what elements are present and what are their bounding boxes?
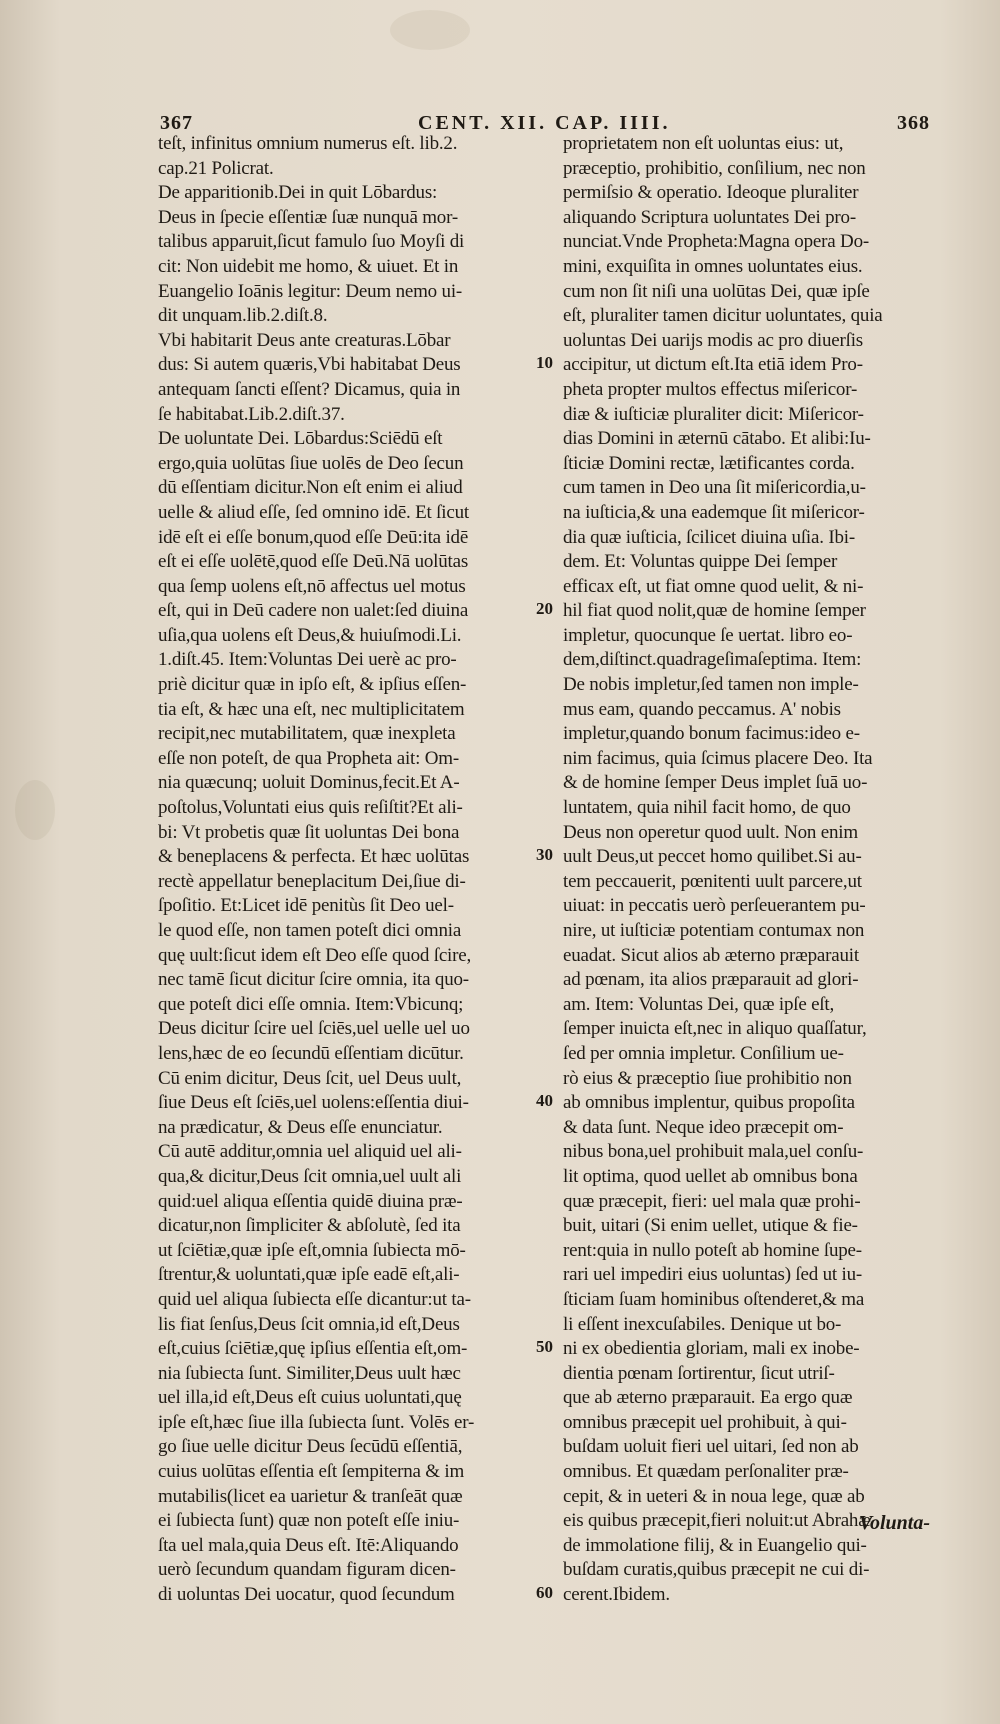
text-line: mutabilis(licet ea uarietur & tranſeāt quæ xyxy=(158,1485,463,1507)
text-line: quę uult:ſicut idem eſt Deo eſſe quod ſcire, xyxy=(158,944,472,966)
text-line: nim facimus, quia ſcimus placere Deo. Ita xyxy=(563,747,873,769)
text-line: teſt, infinitus omnium numerus eſt. lib.2. xyxy=(158,133,458,154)
text-line: rò eius & præceptio ſiue prohibitio non xyxy=(563,1067,852,1089)
text-line: ſticiam ſuam hominibus oſtenderet,& ma xyxy=(563,1288,865,1310)
text-line: permiſsio & operatio. Ideoque pluraliter xyxy=(563,182,859,204)
text-line: Deus dicitur ſcire uel ſciēs,uel uelle uel uo xyxy=(158,1018,470,1040)
text-line: lens,hæc de eo ſecundū eſſentiam dicūtur. xyxy=(158,1042,464,1064)
text-line: euadat. Sicut alios ab æterno præparauit xyxy=(563,944,859,966)
line-number: 30 xyxy=(536,845,553,865)
text-line: Deus in ſpecie eſſentiæ ſuæ nunquā mor- xyxy=(158,206,458,228)
text-line: uoluntas Dei uarijs modis ac pro diuerſis xyxy=(563,329,863,351)
text-line: cum tamen in Deo una ſit miſericordia,u- xyxy=(563,477,866,499)
left-page-number: 367 xyxy=(160,112,193,134)
text-line: rent:quia in nullo poteſt ab homine ſupe- xyxy=(563,1239,862,1261)
text-line: ſtrentur,& uoluntati,quæ ipſe eadē eſt,ali- xyxy=(158,1264,460,1286)
text-line: quid uel aliqua ſubiecta eſſe dicantur:ut ta- xyxy=(158,1288,471,1310)
text-line: Cū enim dicitur, Deus ſcit, uel Deus uult, xyxy=(158,1067,462,1089)
text-line: di uoluntas Dei uocatur, quod ſecundum xyxy=(158,1584,455,1606)
text-line: ſpoſitio. Et:Licet idē penitùs ſit Deo uel- xyxy=(158,895,454,917)
text-line: buſdam curatis,quibus præcepit ne cui di- xyxy=(563,1559,870,1581)
text-line: De nobis impletur,ſed tamen non imple- xyxy=(563,674,859,696)
text-line: quæ præcepit, fieri: uel mala quæ prohi- xyxy=(563,1190,861,1212)
text-line: cit: Non uidebit me homo, & uiuet. Et in xyxy=(158,255,459,277)
text-line: cerent.Ibidem. xyxy=(563,1584,670,1606)
text-line: & de homine ſemper Deus implet ſuā uo- xyxy=(563,772,868,794)
text-line: Euangelio Ioānis legitur: Deum nemo ui- xyxy=(158,280,463,302)
text-line: quid:uel aliqua eſſentia quidē diuina præ- xyxy=(158,1190,463,1212)
text-line: pheta propter multos effectus miſericor- xyxy=(563,378,858,400)
text-line: uel illa,id eſt,Deus eſt cuius uoluntati,quę xyxy=(158,1387,462,1409)
text-line: am. Item: Voluntas Dei, quæ ipſe eſt, xyxy=(563,993,835,1015)
right-text-column xyxy=(563,132,935,1608)
text-line: talibus apparuit,ſicut famulo ſuo Moyſi di xyxy=(158,231,465,253)
text-line: buit, uitari (Si enim uellet, utique & fie- xyxy=(563,1215,858,1237)
text-line: li eſſent inexcuſabiles. Denique ut bo- xyxy=(563,1313,842,1335)
text-line: nia ſubiecta ſunt. Similiter,Deus uult hæc xyxy=(158,1362,461,1384)
text-line: dit unquam.lib.2.diſt.8. xyxy=(158,305,328,327)
text-line: mini, exquiſita in omnes uoluntates eius. xyxy=(563,255,863,277)
text-line: dem. Et: Voluntas quippe Dei ſemper xyxy=(563,551,838,573)
text-line: ſiue Deus eſt ſciēs,uel uolens:eſſentia diui- xyxy=(158,1092,469,1114)
line-number: 50 xyxy=(536,1337,553,1357)
line-number: 10 xyxy=(536,353,553,373)
text-line: uerò ſecundum quandam figuram dicen- xyxy=(158,1559,456,1581)
text-line: lit optima, quod uellet ab omnibus bona xyxy=(563,1165,858,1187)
text-line: impletur, quocunque ſe uertat. libro eo- xyxy=(563,624,853,646)
paper-stain xyxy=(15,780,55,840)
text-line: cepit, & in ueteri & in noua lege, quæ ab xyxy=(563,1485,865,1507)
text-line: ab omnibus implentur, quibus propoſita xyxy=(563,1092,855,1114)
text-line: cum non ſit niſi una uolūtas Dei, quæ ipſe xyxy=(563,280,870,302)
text-line: 1.diſt.45. Item:Voluntas Dei uerè ac pro- xyxy=(158,649,457,671)
text-line: uſia,qua uolens eſt Deus,& huiuſmodi.Li. xyxy=(158,624,462,646)
text-line: buſdam uoluit fieri uel uitari, ſed non ab xyxy=(563,1436,859,1458)
text-line: nibus bona,uel prohibuit mala,uel conſu- xyxy=(563,1141,864,1163)
text-line: ſemper inuicta eſt,nec in aliquo quaſſatur, xyxy=(563,1018,867,1040)
catchword: Volunta- xyxy=(858,1512,930,1534)
text-line: luntatem, quia nihil facit homo, de quo xyxy=(563,797,851,819)
line-number: 60 xyxy=(536,1583,553,1603)
text-line: qua ſemp uolens eſt,nō affectus uel motus xyxy=(158,575,466,597)
running-title: CENT. XII. CAP. IIII. xyxy=(418,112,671,134)
text-line: go ſiue uelle dicitur Deus ſecūdū eſſentiā, xyxy=(158,1436,463,1458)
text-line: antequam ſancti eſſent? Dicamus, quia in xyxy=(158,378,461,400)
text-line: impletur,quando bonum facimus:ideo e- xyxy=(563,723,860,745)
line-number: 20 xyxy=(536,599,553,619)
text-line: nire, ut iuſticiæ potentiam contumax non xyxy=(563,920,865,941)
text-line: dientia pœnam ſortirentur, ſicut utriſ- xyxy=(563,1362,835,1384)
text-line: de immolatione filij, & in Euangelio qui- xyxy=(563,1534,867,1556)
text-line: eſſe non poteſt, de qua Propheta ait: Om- xyxy=(158,747,459,769)
text-line: uelle & aliud eſſe, ſed omnino idē. Et ſicut xyxy=(158,501,469,523)
text-line: tem peccauerit, pœnitenti uult parcere,ut xyxy=(563,870,862,892)
text-line: ad pœnam, ita alios præparauit ad glori- xyxy=(563,969,859,991)
text-line: ei ſubiecta ſunt) quæ non poteſt eſſe iniu- xyxy=(158,1510,460,1532)
text-line: uult Deus,ut peccet homo quilibet.Si au- xyxy=(563,846,862,868)
text-line: idē eſt ei eſſe bonum,quod eſſe Deū:ita idē xyxy=(158,526,469,548)
text-line: recipit,nec mutabilitatem, quæ inexpleta xyxy=(158,723,456,745)
paper-stain xyxy=(390,10,470,50)
text-line: eſt ei eſſe uolētē,quod eſſe Deū.Nā uolūtas xyxy=(158,551,469,573)
text-line: na iuſticia,& una eademque ſit miſericor- xyxy=(563,501,865,523)
text-line: priè dicitur quæ in ipſo eſt, & ipſius eſſen- xyxy=(158,674,467,696)
text-line: præceptio, prohibitio, conſilium, nec non xyxy=(563,157,866,179)
text-line: le quod eſſe, non tamen poteſt dici omnia xyxy=(158,920,462,941)
text-line: ſta uel mala,quia Deus eſt. Itē:Aliquando xyxy=(158,1534,459,1556)
text-line: dias Domini in æternū cātabo. Et alibi:Iu- xyxy=(563,428,871,450)
right-page-number: 368 xyxy=(897,112,930,134)
text-line: nunciat.Vnde Propheta:Magna opera Do- xyxy=(563,231,869,253)
text-line: ipſe eſt,hæc ſiue illa ſubiecta ſunt. Volēs er- xyxy=(158,1411,475,1433)
text-line: & beneplacens & perfecta. Et hæc uolūtas xyxy=(158,846,470,868)
text-line: lis fiat ſenſus,Deus ſcit omnia,id eſt,Deus xyxy=(158,1313,460,1335)
left-text-column xyxy=(158,132,541,1608)
text-line: dus: Si autem quæris,Vbi habitabat Deus xyxy=(158,354,461,376)
text-line: Deus non operetur quod uult. Non enim xyxy=(563,821,858,843)
text-line: Vbi habitarit Deus ante creaturas.Lōbar xyxy=(158,329,451,351)
text-line: uiuat: in peccatis uerò perſeuerantem pu- xyxy=(563,895,866,917)
text-line: dia quæ iuſticia, ſcilicet diuina uſia. Ibi- xyxy=(563,526,855,548)
text-line: rari uel impediri eius uoluntas) ſed ut iu- xyxy=(563,1264,863,1286)
text-line: cap.21 Policrat. xyxy=(158,157,274,179)
text-line: nia quæcunq; uoluit Dominus,fecit.Et A- xyxy=(158,772,460,794)
text-line: & data ſunt. Neque ideo præcepit om- xyxy=(563,1116,844,1138)
text-line: ni ex obedientia gloriam, mali ex inobe- xyxy=(563,1338,860,1360)
text-line: rectè appellatur beneplacitum Dei,ſiue di- xyxy=(158,870,466,892)
text-line: ſticiæ Domini rectæ, lætificantes corda. xyxy=(563,452,855,474)
text-line: dicatur,non ſimpliciter & abſolutè, ſed ita xyxy=(158,1215,461,1237)
text-line: dem,diſtinct.quadrageſimaſeptima. Item: xyxy=(563,649,862,671)
text-line: ut ſciētiæ,quæ ipſe eſt,omnia ſubiecta mō- xyxy=(158,1239,466,1261)
text-line: Cū autē additur,omnia uel aliquid uel ali- xyxy=(158,1141,462,1163)
text-line: ſed per omnia impletur. Conſilium ue- xyxy=(563,1042,844,1064)
text-line: aliquando Scriptura uoluntates Dei pro- xyxy=(563,206,856,228)
text-line: eſt, qui in Deū cadere non ualet:ſed diuina xyxy=(158,600,469,622)
text-line: na prædicatur, & Deus eſſe enunciatur. xyxy=(158,1116,443,1138)
text-line: nec tamē ſicut dicitur ſcire omnia, ita quo- xyxy=(158,969,469,991)
text-line: dū eſſentiam dicitur.Non eſt enim ei aliud xyxy=(158,477,463,499)
text-line: poſtolus,Voluntati eius quis reſiſtit?Et ali- xyxy=(158,797,463,819)
text-line: diæ & iuſticiæ pluraliter dicit: Miſericor- xyxy=(563,403,864,425)
text-line: eſt, pluraliter tamen dicitur uoluntates, quia xyxy=(563,305,883,327)
text-line: ſe habitabat.Lib.2.diſt.37. xyxy=(158,403,345,425)
text-line: que poteſt dici eſſe omnia. Item:Vbicunq; xyxy=(158,993,464,1015)
text-line: qua,& dicitur,Deus ſcit omnia,uel uult ali xyxy=(158,1165,462,1187)
text-line: omnibus. Et quædam perſonaliter præ- xyxy=(563,1461,849,1483)
text-line: mus eam, quando peccamus. A' nobis xyxy=(563,698,841,720)
text-line: efficax eſt, ut fiat omne quod uelit, & ni- xyxy=(563,575,864,597)
text-line: bi: Vt probetis quæ ſit uoluntas Dei bona xyxy=(158,821,460,843)
text-line: omnibus præcepit uel prohibuit, à qui- xyxy=(563,1411,847,1433)
text-line: accipitur, ut dictum eſt.Ita etiā idem Pro- xyxy=(563,354,863,376)
text-line: eſt,cuius ſciētiæ,quę ipſius eſſentia eſt,om- xyxy=(158,1338,468,1360)
text-line: que ab æterno præparauit. Ea ergo quæ xyxy=(563,1387,853,1409)
text-line: De apparitionib.Dei in quit Lōbardus: xyxy=(158,182,438,204)
text-line: hil fiat quod nolit,quæ de homine ſemper xyxy=(563,600,866,622)
text-line: ergo,quia uolūtas ſiue uolēs de Deo ſecun xyxy=(158,452,464,474)
line-number: 40 xyxy=(536,1091,553,1111)
text-line: eis quibus præcepit,fieri noluit:ut Abrahæ xyxy=(563,1510,871,1532)
text-line: proprietatem non eſt uoluntas eius: ut, xyxy=(563,133,844,154)
text-line: De uoluntate Dei. Lōbardus:Sciēdū eſt xyxy=(158,428,443,450)
text-line: cuius uolūtas eſſentia eſt ſempiterna & im xyxy=(158,1461,465,1483)
text-line: tia eſt, & hæc una eſt, nec multiplicitatem xyxy=(158,698,465,720)
